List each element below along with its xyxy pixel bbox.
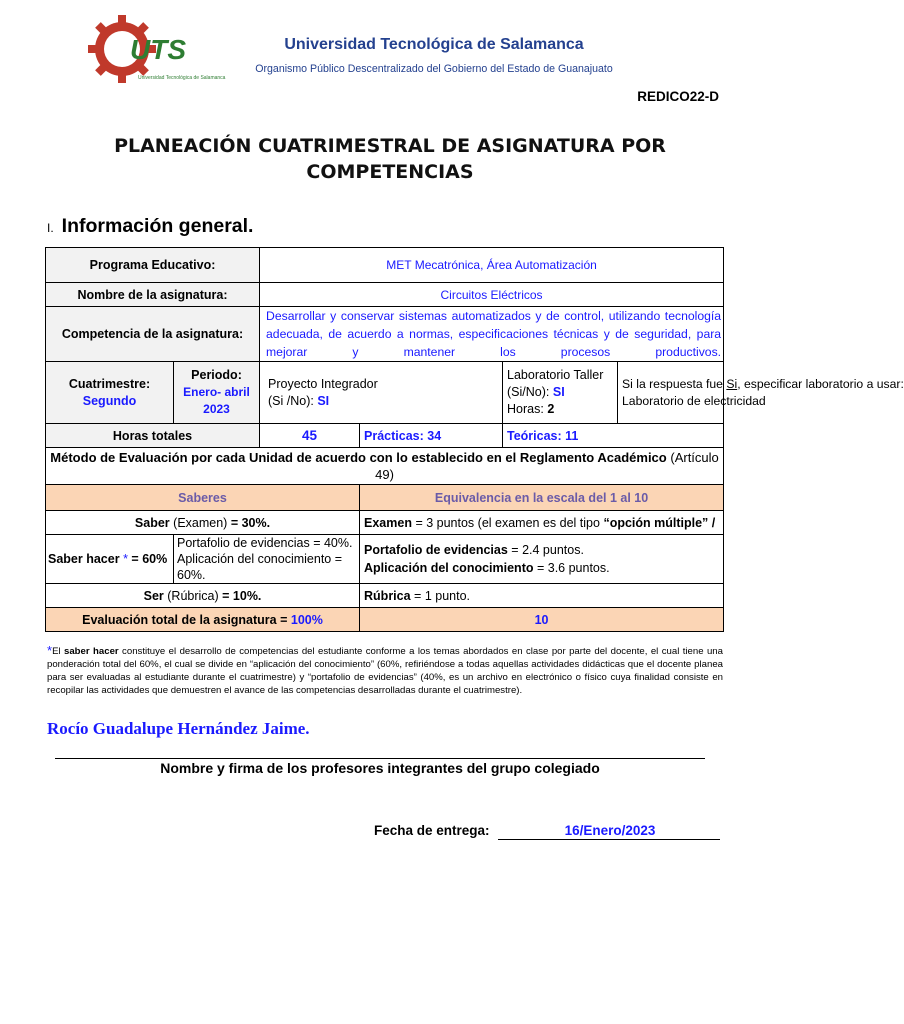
aplicacion-pct: Aplicación del conocimiento = 60%. [177,552,343,582]
lab-hours: Horas: 2 [507,402,555,416]
teacher-name: Rocío Guadalupe Hernández Jaime. [47,719,310,738]
document-title: PLANEACIÓN CUATRIMESTRAL DE ASIGNATURA POR COMPETENCIAS [114,135,666,183]
programa-label: Programa Educativo: [46,248,260,283]
portafolio-pct: Portafolio de evidencias = 40%. [177,536,353,550]
lab-value: SI [552,385,565,399]
university-subtitle: Organismo Público Descentralizado del Gobierno del Estado de Guanajuato [255,63,613,75]
asignatura-label: Nombre de la asignatura: [46,283,260,307]
fecha-entrega-line [498,839,720,840]
svg-text:Universidad Tecnológica de Sal: Universidad Tecnológica de Salamanca [138,75,226,81]
document-code: REDICO22-D [637,89,719,104]
footnote: *El saber hacer constituye el desarrollo de competencias del estudiante conforme a los temas abordados en clase por parte del docente, el cual tiene una ponderación total del 60%, el cual se divide en “aplicación del conocimiento” (60%, refiriéndose a todas aquellas actividades didácticas que el docente planea para ser evaluadas al estudiante durante el cuatrimestre) y “portafolio de evidencias” (40%, es un archivo en electrónico o físico cuya finalidad consiste en recopilar las actividades que demuestren el avance de las competencias desarrolladas durante el cuatrimestre). [47,643,723,696]
table-row [46,485,724,511]
table-row [46,362,724,424]
horas-totales-value: 45 [260,424,360,448]
section-heading [47,215,253,238]
cuatrimestre-cell [46,362,174,424]
university-name: Universidad Tecnológica de Salamanca [284,36,584,53]
competencia-label: Competencia de la asignatura: [46,307,260,362]
fecha-entrega-label: Fecha de entrega: [374,823,490,838]
total-label-cell: Evaluación total de la asignatura = 100% [46,608,360,632]
cuatrimestre-value: Segundo [82,393,137,408]
section-number: I. [47,221,54,235]
lab-note: Si la respuesta fue Si, especificar laboratorio a usar: [622,376,904,391]
table-row [46,307,724,362]
periodo-label: Periodo: [191,368,242,382]
fecha-entrega-value: 16/Enero/2023 [564,823,656,838]
teoricas-value: Teóricas: 11 [503,424,724,448]
saber-hacer-cell: Saber hacer * = 60% [46,535,174,584]
saber-cell: Saber (Examen) = 30%. [46,511,360,535]
horas-totales-label: Horas totales [46,424,260,448]
lab-note-cell [618,362,904,424]
table-row [46,535,724,584]
aplicacion-points: Aplicación del conocimiento = 3.6 puntos. [364,561,610,575]
university-logo [88,17,226,87]
asignatura-value: Circuitos Eléctricos [260,283,724,307]
saber-hacer-breakdown [174,535,360,584]
table-row [46,448,724,485]
lab-name: Laboratorio de electricidad [622,393,766,408]
portafolio-points: Portafolio de evidencias = 2.4 puntos. [364,543,584,557]
total-value: 10 [360,608,724,632]
cuatrimestre-label: Cuatrimestre: [68,376,151,391]
signature-line [55,758,705,759]
competencia-text: Desarrollar y conservar sistemas automatizados y de control, utilizando tecnología adecuada, de acuerdo a normas, especificaciones técnicas y de seguridad, para mejorar y mantener los procesos productivos. [266,309,722,359]
table-row [46,608,724,632]
examen-cell: Examen = 3 puntos (el examen es del tipo “opción múltiple” / [360,511,724,535]
section-title: Información general. [61,215,254,237]
table-row [46,424,724,448]
saber-hacer-points [360,535,724,584]
lab-question: (Si/No): SI [507,385,565,399]
total-pct: 100% [290,612,323,627]
proyecto-value: SI [317,393,330,408]
table-row [46,584,724,608]
rubrica-cell: Rúbrica = 1 punto. [360,584,724,608]
lab-label: Laboratorio Taller [507,368,604,382]
table-row [46,511,724,535]
competencia-value [260,307,724,362]
proyecto-question: (Si /No): SI [268,393,330,408]
periodo-value: Enero- abril 2023 [183,385,250,416]
table-row [46,283,724,307]
proyecto-label: Proyecto Integrador [268,376,378,391]
laboratorio-cell [503,362,618,424]
proyecto-cell [260,362,503,424]
ser-cell: Ser (Rúbrica) = 10%. [46,584,360,608]
metodo-evaluacion: Método de Evaluación por cada Unidad de acuerdo con lo establecido en el Reglamento Académico (Artículo 49) [46,448,724,485]
signature-label: Nombre y firma de los profesores integrantes del grupo colegiado [160,760,600,776]
equivalencia-header: Equivalencia en la escala del 1 al 10 [360,485,724,511]
svg-text:UTS: UTS [130,34,186,65]
programa-value: MET Mecatrónica, Área Automatización [260,248,724,283]
practicas-value: Prácticas: 34 [360,424,503,448]
table-row [46,248,724,283]
saberes-header: Saberes [46,485,360,511]
general-info-table [45,247,904,632]
periodo-cell [174,362,260,424]
gear-icon [88,17,226,87]
